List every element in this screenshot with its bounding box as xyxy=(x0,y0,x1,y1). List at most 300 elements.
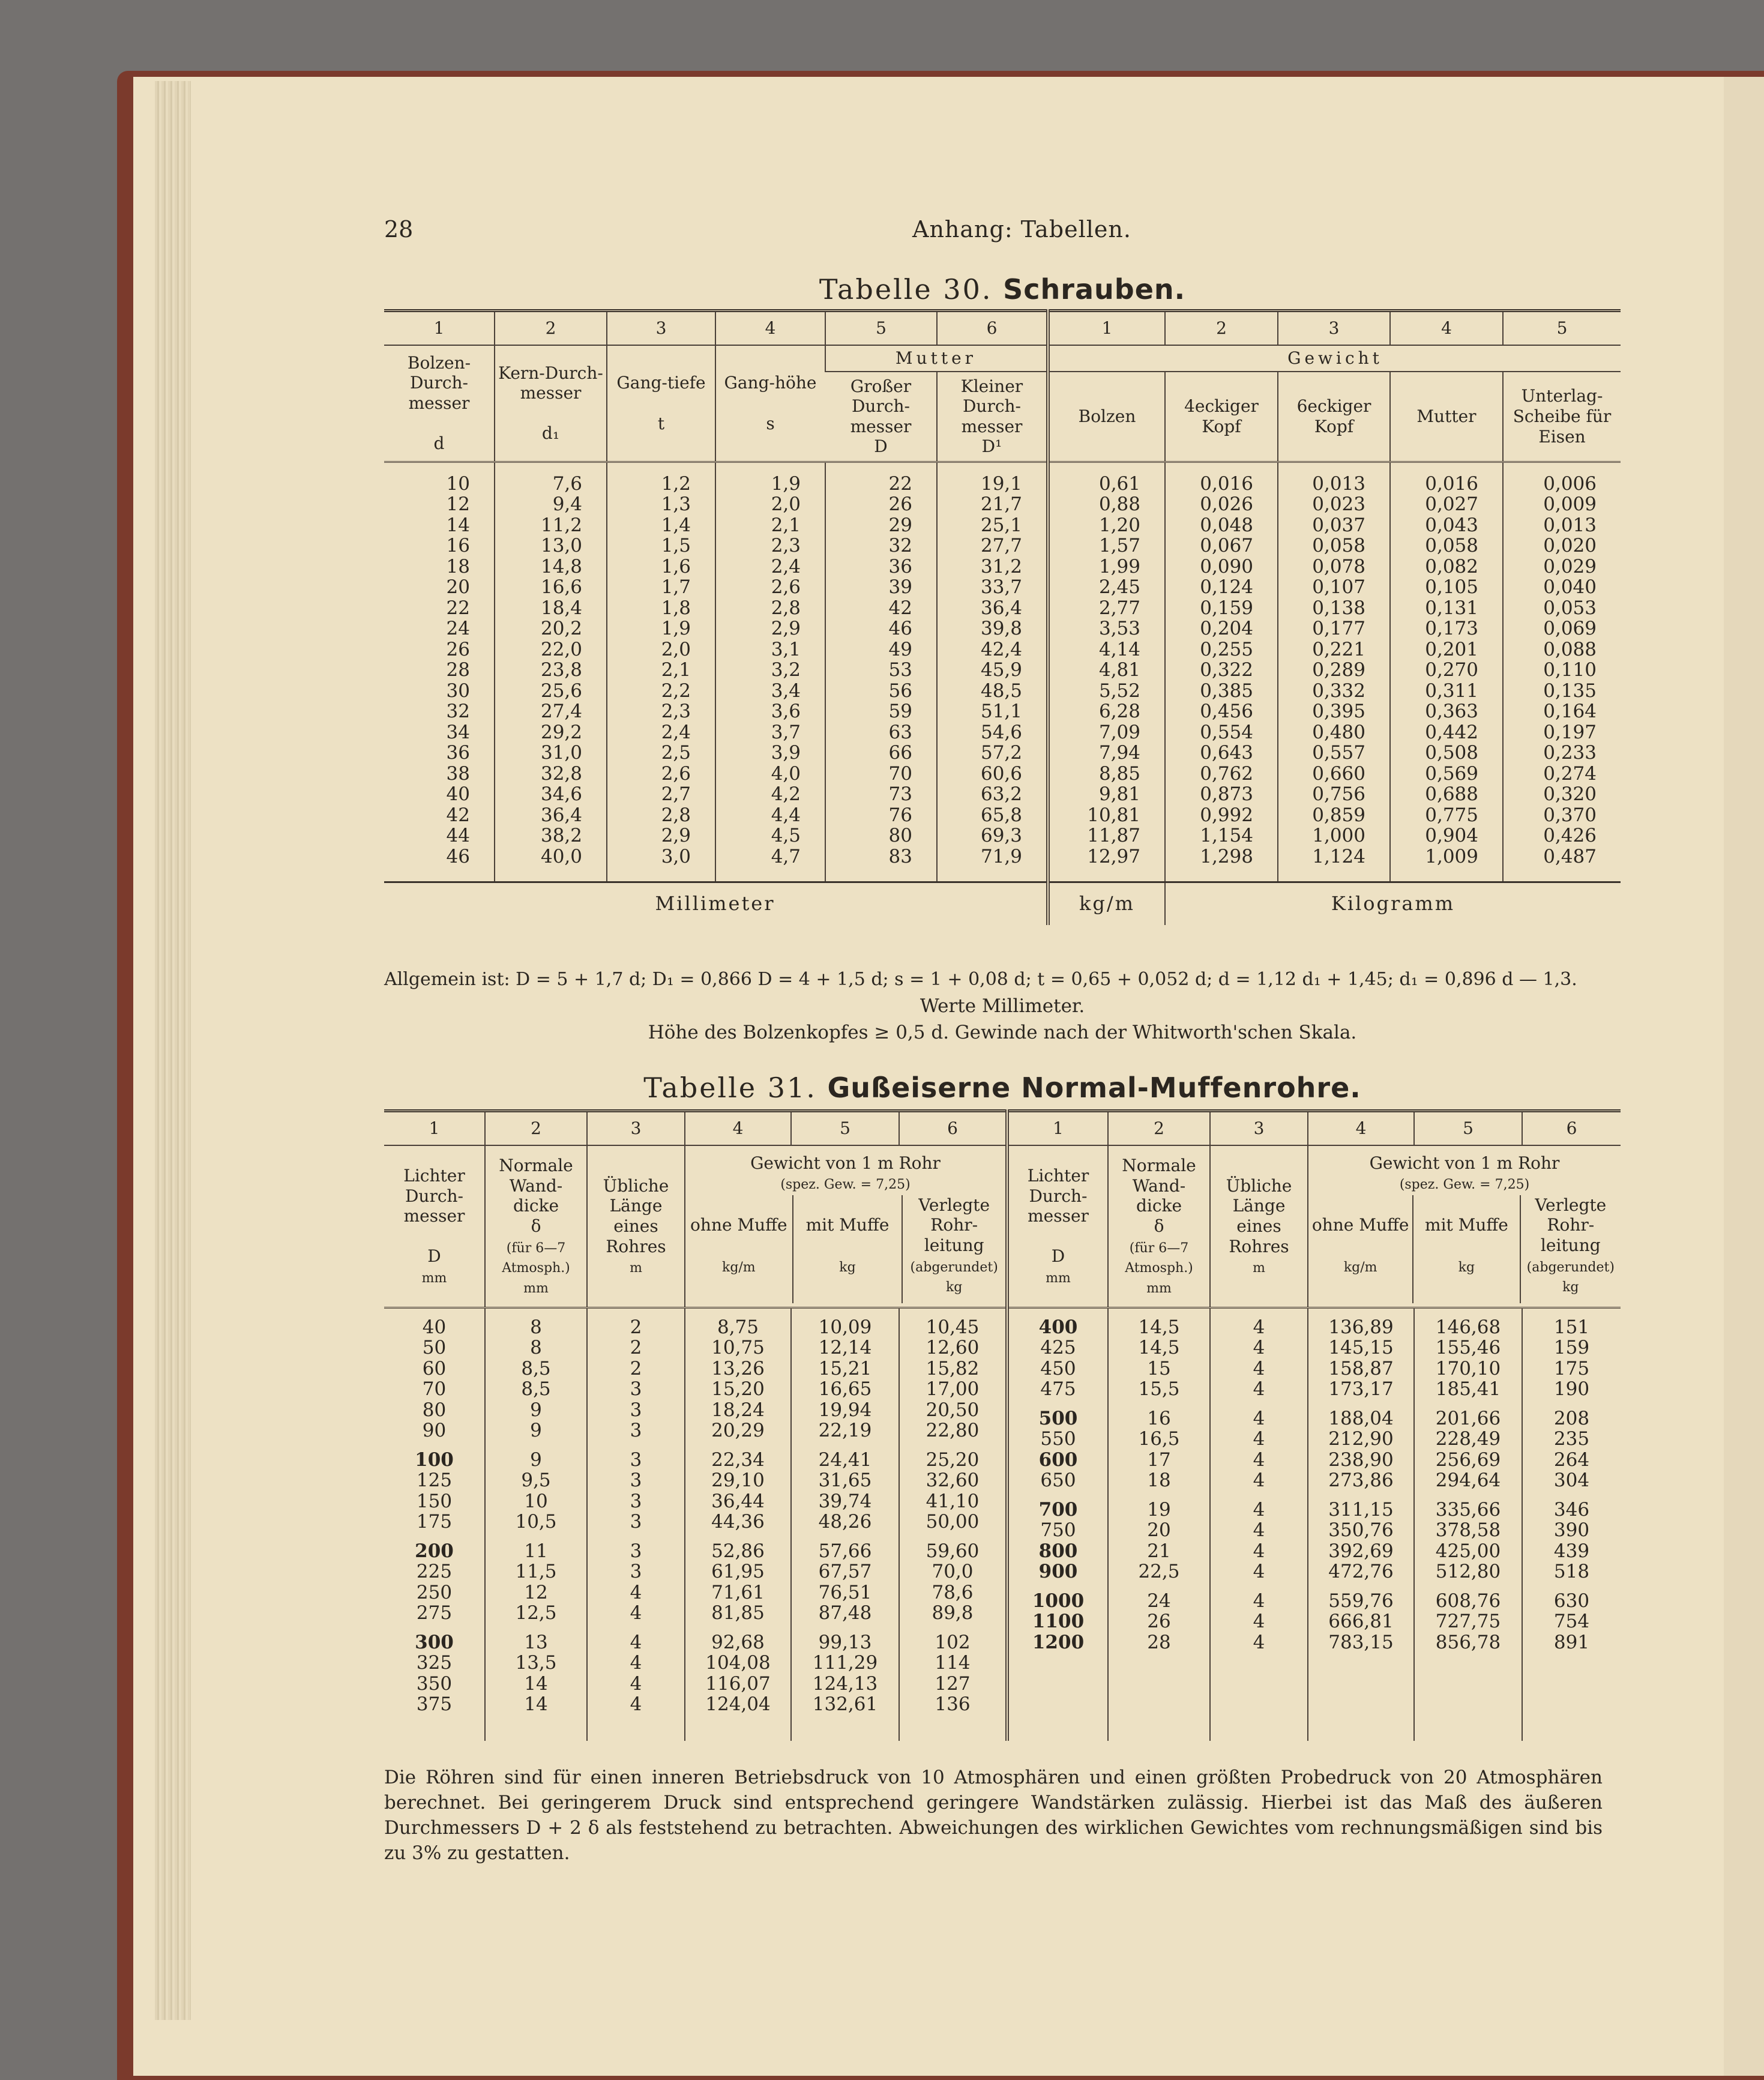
t30-cell: 2,5 xyxy=(661,742,691,764)
t30-cell: 66 xyxy=(888,742,912,764)
t31-cell: 173,17 xyxy=(1328,1378,1394,1400)
t31-head-text: Verlegte Rohr-leitung xyxy=(918,1195,990,1255)
t30-cell: 40,0 xyxy=(540,845,582,867)
t31-cell: 800 xyxy=(1038,1540,1078,1562)
t31-cell: 78,6 xyxy=(932,1581,974,1603)
t30-cell: 16,6 xyxy=(540,576,582,598)
t31-col-number: 6 xyxy=(1522,1111,1621,1146)
t30-data-column xyxy=(1503,462,1621,882)
t30-cell: 1,9 xyxy=(771,472,801,495)
t31-group-gap xyxy=(794,1533,896,1541)
t31-cell: 9,5 xyxy=(521,1470,551,1491)
t30-cell: 46 xyxy=(888,618,912,639)
t31-cell: 25,20 xyxy=(926,1448,980,1471)
t30-cell: 0,082 xyxy=(1425,555,1478,577)
t31-cell: 8 xyxy=(530,1337,542,1358)
t31-cell: 3 xyxy=(630,1420,642,1441)
t30-cell: 31,2 xyxy=(980,555,1022,577)
t30-cell: 0,053 xyxy=(1543,597,1597,619)
t31-col-number: 1 xyxy=(384,1111,485,1146)
t30-cell: 0,159 xyxy=(1200,597,1253,619)
t31-group-gap xyxy=(590,1624,682,1632)
t31-cell: 500 xyxy=(1038,1407,1078,1429)
t31-head-right-wand xyxy=(1108,1145,1210,1307)
t30-cell: 1,7 xyxy=(661,576,691,598)
t31-head-text: kg xyxy=(839,1259,856,1275)
t31-group-gap xyxy=(1417,1582,1519,1591)
t30-note-formula: Allgemein ist: D = 5 + 1,7 d; D₁ = 0,866 D = 4 + 1,5 d; s = 1 + 0,08 d; t = 0,65 + 0,052 d; d = 1,12 d₁ + 1,45; d₁ = 0,896 d — 1,3. xyxy=(384,969,1577,990)
t30-cell: 0,332 xyxy=(1312,680,1365,702)
t30-cell: 4,5 xyxy=(771,825,801,846)
t31-head-text: (spez. Gew. = 7,25) xyxy=(1399,1177,1530,1193)
t31-cell: 400 xyxy=(1038,1316,1078,1338)
t31-group-gap xyxy=(387,1624,482,1632)
t30-head-klein: Kleiner Durch-messer D¹ xyxy=(937,372,1048,462)
t31-cell: 16,65 xyxy=(818,1378,872,1400)
t30-col-number: 3 xyxy=(1278,311,1390,346)
t30-cell: 3,4 xyxy=(771,680,801,702)
t30-cell: 18 xyxy=(446,555,470,577)
t31-cell: 99,13 xyxy=(818,1631,872,1653)
t30-cell: 4,81 xyxy=(1098,659,1140,681)
t31-cell: 19 xyxy=(1147,1498,1171,1521)
t30-cell: 56 xyxy=(888,680,912,702)
t31-right-data-column xyxy=(1308,1307,1414,1741)
t30-cell: 0,456 xyxy=(1200,701,1253,722)
t30-cell: 4,14 xyxy=(1098,638,1140,660)
t31-cell: 17 xyxy=(1147,1448,1171,1471)
t30-cell: 0,557 xyxy=(1312,742,1365,764)
t31-cell: 4 xyxy=(1253,1448,1265,1471)
t31-cell: 3 xyxy=(630,1378,642,1400)
t31-cell: 22,5 xyxy=(1138,1561,1180,1582)
t30-head-mutter: Mutter xyxy=(825,345,1048,372)
t31-group-gap xyxy=(688,1533,788,1541)
t30-cell: 10 xyxy=(446,472,470,495)
t31-cell: 4 xyxy=(630,1672,642,1695)
t30-cell: 2,4 xyxy=(771,555,801,577)
t31-cell: 15,21 xyxy=(818,1357,872,1379)
t30-cell: 22 xyxy=(888,472,912,495)
t30-cell: 11,87 xyxy=(1087,825,1140,846)
t30-cell: 54,6 xyxy=(980,721,1022,743)
t30-data-column xyxy=(1278,462,1390,882)
t30-data-column xyxy=(1048,462,1165,882)
t31-head-text: Normale Wand-dicke xyxy=(499,1156,573,1216)
t31-cell: 472,76 xyxy=(1328,1561,1394,1582)
t30-cell: 2,9 xyxy=(661,825,691,846)
t30-cell: 1,298 xyxy=(1200,845,1253,867)
t30-cell: 0,037 xyxy=(1312,514,1365,536)
t30-cell: 2,8 xyxy=(661,804,691,826)
t31-cell: 3 xyxy=(630,1490,642,1512)
t31-group-gap xyxy=(688,1441,788,1450)
t31-col-number: 3 xyxy=(587,1111,685,1146)
t31-cell: 124,04 xyxy=(705,1693,771,1715)
t31-group-gap xyxy=(1213,1400,1305,1408)
t30-cell: 0,255 xyxy=(1200,638,1253,660)
t31-cell: 19,94 xyxy=(818,1399,872,1421)
t30-cell: 1,5 xyxy=(661,535,691,556)
t30-cell: 34,6 xyxy=(540,783,582,805)
t31-head-text: mm xyxy=(1146,1280,1172,1296)
t31-group-gap xyxy=(488,1441,584,1450)
t31-cell: 14,5 xyxy=(1138,1337,1180,1358)
t30-cell: 51,1 xyxy=(980,701,1022,722)
t31-cell: 250 xyxy=(416,1581,453,1603)
t31-head-left-wand xyxy=(485,1145,587,1307)
t31-cell: 264 xyxy=(1553,1448,1590,1471)
t31-cell: 170,10 xyxy=(1435,1357,1501,1379)
t30-cell: 21,7 xyxy=(980,493,1022,515)
t31-cell: 32,60 xyxy=(926,1470,980,1491)
t30-col-number: 2 xyxy=(495,311,607,346)
t30-head-gewicht: Gewicht xyxy=(1048,345,1621,372)
t31-cell: 750 xyxy=(1040,1519,1076,1541)
t31-head-text: Lichter Durch-messer xyxy=(1027,1165,1089,1226)
t30-cell: 2,2 xyxy=(661,680,691,702)
t30-cell: 0,058 xyxy=(1312,535,1365,556)
t31-head-text: kg/m xyxy=(1343,1259,1377,1275)
t30-cell: 65,8 xyxy=(980,804,1022,826)
t31-cell: 14 xyxy=(524,1693,548,1715)
t31-cell: 294,64 xyxy=(1435,1470,1501,1491)
t31-cell: 15 xyxy=(1147,1357,1171,1379)
t30-cell: 2,0 xyxy=(771,493,801,515)
t31-cell: 208 xyxy=(1553,1407,1590,1429)
t31-cell: 550 xyxy=(1040,1428,1076,1450)
t30-cell: 38 xyxy=(446,762,470,785)
t31-cell: 17,00 xyxy=(926,1378,980,1400)
t30-cell: 3,0 xyxy=(661,845,691,867)
t31-head-text: Lichter Durch-messer xyxy=(403,1165,465,1226)
t30-cell: 0,426 xyxy=(1543,825,1597,846)
t31-cell: 29,10 xyxy=(711,1470,765,1491)
table-31-footnote: Die Röhren sind für einen inneren Betriebsdruck von 10 Atmosphären und einen größten Probedruck von 20 Atmosphären berechnet. Bei geringerem Druck sind entsprechend geringere Wandstärken zulässig. Hierbei ist das Maß des äußeren Durchmessers D + 2 δ als feststehend zu betrachten. Abweichungen des wirklichen Gewichtes vom rechnungsmäßigen sind bis zu 3% zu gestatten. xyxy=(384,1767,1603,1864)
t30-cell: 0,756 xyxy=(1312,783,1365,805)
t31-cell: 2 xyxy=(630,1357,642,1379)
t31-group-gap xyxy=(1311,1582,1411,1591)
t30-cell: 42,4 xyxy=(980,638,1022,660)
t30-cell: 0,274 xyxy=(1543,762,1597,785)
t30-note-units: Werte Millimeter. xyxy=(920,995,1085,1017)
t31-head-text: δ xyxy=(531,1216,541,1236)
t30-cell: 42 xyxy=(446,804,470,826)
t30-data-column xyxy=(937,462,1048,882)
t31-cell: 15,20 xyxy=(711,1378,765,1400)
t31-cell: 11 xyxy=(524,1540,548,1562)
t31-cell: 375 xyxy=(416,1693,453,1715)
t31-head-right-laenge xyxy=(1210,1145,1308,1307)
t30-data-column xyxy=(384,462,495,882)
t30-cell: 1,009 xyxy=(1425,845,1478,867)
t31-group-gap xyxy=(1417,1491,1519,1500)
t31-cell: 22,34 xyxy=(711,1448,765,1471)
t31-cell: 100 xyxy=(415,1448,454,1471)
t30-cell: 38,2 xyxy=(540,825,582,846)
t30-cell: 0,660 xyxy=(1312,762,1365,785)
t30-cell: 0,688 xyxy=(1425,783,1478,805)
t30-cell: 32 xyxy=(446,701,470,722)
t31-cell: 1000 xyxy=(1032,1590,1085,1612)
t31-cell: 1100 xyxy=(1032,1611,1085,1632)
t31-cell: 783,15 xyxy=(1328,1631,1394,1653)
t31-cell: 4 xyxy=(1253,1561,1265,1582)
t31-cell: 28 xyxy=(1147,1631,1171,1653)
t30-col-number: 1 xyxy=(384,311,495,346)
t31-cell: 44,36 xyxy=(711,1511,765,1533)
t31-right-data-column xyxy=(1414,1307,1522,1741)
t30-cell: 0,131 xyxy=(1425,597,1478,619)
t31-cell: 8,5 xyxy=(521,1357,551,1379)
t30-cell: 0,873 xyxy=(1200,783,1253,805)
t30-cell: 83 xyxy=(888,845,912,867)
t31-cell: 71,61 xyxy=(711,1581,765,1603)
t31-cell: 3 xyxy=(630,1561,642,1582)
t30-cell: 23,8 xyxy=(540,659,582,681)
t30-col-number: 5 xyxy=(1503,311,1621,346)
t30-cell: 2,8 xyxy=(771,597,801,619)
t31-head-text: mit Muffe xyxy=(805,1215,890,1235)
table-31 xyxy=(384,1109,1621,1741)
t31-cell: 21 xyxy=(1147,1540,1171,1562)
t30-data-column xyxy=(1165,462,1278,882)
t31-right-data-column xyxy=(1108,1307,1210,1741)
t30-data-column xyxy=(495,462,607,882)
t30-cell: 0,487 xyxy=(1543,845,1597,867)
t30-cell: 0,385 xyxy=(1200,680,1253,702)
t30-cell: 0,904 xyxy=(1425,825,1478,846)
t31-cell: 3 xyxy=(630,1540,642,1562)
t31-cell: 155,46 xyxy=(1435,1337,1501,1358)
t31-cell: 4 xyxy=(1253,1378,1265,1400)
t30-cell: 0,027 xyxy=(1425,493,1478,515)
t31-head-text: (für 6—7 Atmosph.) xyxy=(1125,1240,1193,1276)
t31-cell: 4 xyxy=(1253,1631,1265,1653)
t31-head-text: kg xyxy=(1458,1259,1475,1275)
t30-cell: 63,2 xyxy=(980,783,1022,805)
t31-cell: 512,80 xyxy=(1435,1561,1501,1582)
t30-cell: 0,138 xyxy=(1312,597,1365,619)
t30-cell: 0,177 xyxy=(1312,618,1365,639)
t30-cell: 0,762 xyxy=(1200,762,1253,785)
next-page-edge xyxy=(1724,77,1764,2076)
t30-cell: 0,164 xyxy=(1543,701,1597,722)
t31-group-gap xyxy=(1213,1582,1305,1591)
t30-cell: 1,99 xyxy=(1098,555,1140,577)
t31-cell: 150 xyxy=(416,1490,453,1512)
t30-cell: 4,2 xyxy=(771,783,801,805)
t30-cell: 34 xyxy=(446,721,470,743)
t30-head-g-scheibe: Unterlag-Scheibe für Eisen xyxy=(1503,372,1621,462)
t31-cell: 425 xyxy=(1040,1337,1076,1358)
t30-cell: 0,107 xyxy=(1312,576,1365,598)
t30-cell: 9,81 xyxy=(1098,783,1140,805)
t31-head-text: (abgerundet) xyxy=(1526,1259,1615,1275)
t31-cell: 273,86 xyxy=(1328,1470,1394,1491)
t30-cell: 26 xyxy=(888,493,912,515)
t30-cell: 14 xyxy=(446,514,470,536)
t31-cell: 102 xyxy=(935,1631,971,1653)
t31-cell: 200 xyxy=(415,1540,454,1562)
t31-cell: 4 xyxy=(1253,1407,1265,1429)
table-30-name: Schrauben. xyxy=(1003,273,1186,306)
t31-cell: 20,29 xyxy=(711,1420,765,1441)
t31-cell: 8 xyxy=(530,1316,542,1338)
t30-cell: 0,992 xyxy=(1200,804,1253,826)
t31-cell: 2 xyxy=(630,1316,642,1338)
t30-cell: 0,320 xyxy=(1543,783,1597,805)
t31-cell: 81,85 xyxy=(711,1602,765,1624)
t30-cell: 0,013 xyxy=(1543,514,1597,536)
t30-note-kopf: Höhe des Bolzenkopfes ≥ 0,5 d. Gewinde nach der Whitworth'schen Skala. xyxy=(648,1022,1357,1043)
t31-cell: 4 xyxy=(630,1652,642,1674)
t31-group-gap xyxy=(1011,1400,1105,1408)
t31-cell: 727,75 xyxy=(1435,1611,1501,1632)
t31-head-right-lichter xyxy=(1007,1145,1108,1307)
t31-head-text: mm xyxy=(523,1280,549,1296)
t31-cell: 111,29 xyxy=(812,1652,878,1674)
table-31-label: Tabelle 31. xyxy=(643,1072,817,1104)
t30-cell: 36 xyxy=(888,555,912,577)
t30-cell: 0,069 xyxy=(1543,618,1597,639)
t31-cell: 104,08 xyxy=(705,1652,771,1674)
t31-right-data-column xyxy=(1522,1307,1621,1741)
t31-head-text: D xyxy=(427,1246,441,1267)
t31-cell: 235 xyxy=(1553,1428,1590,1450)
t31-cell: 335,66 xyxy=(1435,1498,1501,1521)
t31-cell: 185,41 xyxy=(1435,1378,1501,1400)
t31-cell: 87,48 xyxy=(818,1602,872,1624)
t31-col-number: 6 xyxy=(899,1111,1007,1146)
t31-cell: 390 xyxy=(1553,1519,1590,1541)
t30-cell: 0,554 xyxy=(1200,721,1253,743)
t31-cell: 325 xyxy=(416,1652,453,1674)
t30-cell: 2,9 xyxy=(771,618,801,639)
t31-cell: 124,13 xyxy=(812,1672,878,1695)
t31-head-text: m xyxy=(1253,1261,1265,1276)
t30-cell: 19,1 xyxy=(980,472,1022,495)
table-31-title xyxy=(384,1072,1621,1104)
t30-cell: 0,311 xyxy=(1425,680,1478,702)
t31-cell: 116,07 xyxy=(705,1672,771,1695)
t30-head-g-mutter: Mutter xyxy=(1390,372,1503,462)
t31-col-number: 4 xyxy=(1308,1111,1414,1146)
t30-cell: 0,043 xyxy=(1425,514,1478,536)
t31-cell: 4 xyxy=(1253,1357,1265,1379)
t31-cell: 12,60 xyxy=(926,1337,980,1358)
t30-cell: 36,4 xyxy=(980,597,1022,619)
t31-head-text: ohne Muffe xyxy=(690,1215,787,1235)
t30-cell: 0,173 xyxy=(1425,618,1478,639)
t30-col-number: 6 xyxy=(937,311,1048,346)
t30-cell: 2,4 xyxy=(661,721,691,743)
t31-cell: 13 xyxy=(524,1631,548,1653)
t31-cell: 40 xyxy=(422,1316,447,1338)
t31-cell: 125 xyxy=(416,1470,453,1491)
t30-cell: 0,270 xyxy=(1425,659,1478,681)
t31-cell: 300 xyxy=(415,1631,454,1653)
t30-cell: 76 xyxy=(888,804,912,826)
t31-group-gap xyxy=(902,1441,1003,1450)
t30-cell: 39,8 xyxy=(980,618,1022,639)
t30-col-number: 4 xyxy=(715,311,825,346)
t30-cell: 40 xyxy=(446,783,470,805)
t31-left-data-column xyxy=(485,1307,587,1741)
t30-cell: 0,135 xyxy=(1543,680,1597,702)
t30-cell: 4,0 xyxy=(771,762,801,785)
t31-cell: 425,00 xyxy=(1435,1540,1501,1562)
t31-col-number: 5 xyxy=(1414,1111,1522,1146)
t30-head-ganghoehe: Gang-höhe s xyxy=(715,345,825,462)
t31-head-text: kg xyxy=(945,1280,963,1295)
t30-cell: 7,09 xyxy=(1098,721,1140,743)
t30-cell: 60,6 xyxy=(980,762,1022,785)
t31-col-number: 4 xyxy=(685,1111,791,1146)
t30-cell: 3,2 xyxy=(771,659,801,681)
t31-cell: 4 xyxy=(1253,1498,1265,1521)
t31-cell: 238,90 xyxy=(1328,1448,1394,1471)
t30-cell: 0,221 xyxy=(1312,638,1365,660)
t30-cell: 0,016 xyxy=(1425,472,1478,495)
t30-head-bolzen: Bolzen-Durch-messer d xyxy=(384,345,495,462)
t31-cell: 50,00 xyxy=(926,1511,980,1533)
t30-cell: 9,4 xyxy=(552,493,582,515)
t31-head-right-gewicht xyxy=(1308,1145,1621,1307)
t31-group-gap xyxy=(902,1533,1003,1541)
t31-cell: 225 xyxy=(416,1561,453,1582)
t30-cell: 26 xyxy=(446,638,470,660)
t31-col-number: 2 xyxy=(485,1111,587,1146)
t30-cell: 0,233 xyxy=(1543,742,1597,764)
t31-cell: 10,09 xyxy=(818,1316,872,1338)
t30-cell: 33,7 xyxy=(980,576,1022,598)
t30-cell: 0,201 xyxy=(1425,638,1478,660)
t31-group-gap xyxy=(1011,1491,1105,1500)
t31-group-gap xyxy=(590,1441,682,1450)
t31-group-gap xyxy=(1525,1400,1618,1408)
t31-cell: 132,61 xyxy=(812,1693,878,1715)
t30-cell: 49 xyxy=(888,638,912,660)
t30-cell: 5,52 xyxy=(1098,680,1140,702)
t30-cell: 7,94 xyxy=(1098,742,1140,764)
t30-cell: 3,7 xyxy=(771,721,801,743)
t31-left-data-column xyxy=(384,1307,485,1741)
t31-cell: 439 xyxy=(1553,1540,1590,1562)
t31-group-gap xyxy=(1111,1582,1207,1591)
t30-cell: 1,9 xyxy=(661,618,691,639)
t31-group-gap xyxy=(1417,1400,1519,1408)
t31-cell: 700 xyxy=(1038,1498,1078,1521)
t31-cell: 4 xyxy=(630,1602,642,1624)
t31-cell: 159 xyxy=(1553,1337,1590,1358)
t30-cell: 1,20 xyxy=(1098,514,1140,536)
t31-group-gap xyxy=(387,1441,482,1450)
t31-group-gap xyxy=(488,1624,584,1632)
t31-group-gap xyxy=(1213,1491,1305,1500)
t31-head-text: Gewicht von 1 m Rohr xyxy=(1369,1153,1560,1173)
t31-cell: 14,5 xyxy=(1138,1316,1180,1338)
t31-right-data-column xyxy=(1210,1307,1308,1741)
t31-cell: 13,26 xyxy=(711,1357,765,1379)
t31-cell: 59,60 xyxy=(926,1540,980,1562)
t31-cell: 10,45 xyxy=(926,1316,980,1338)
t31-group-gap xyxy=(387,1533,482,1541)
t30-cell: 63 xyxy=(888,721,912,743)
t30-cell: 48,5 xyxy=(980,680,1022,702)
t31-cell: 4 xyxy=(1253,1540,1265,1562)
t30-cell: 29 xyxy=(888,514,912,536)
